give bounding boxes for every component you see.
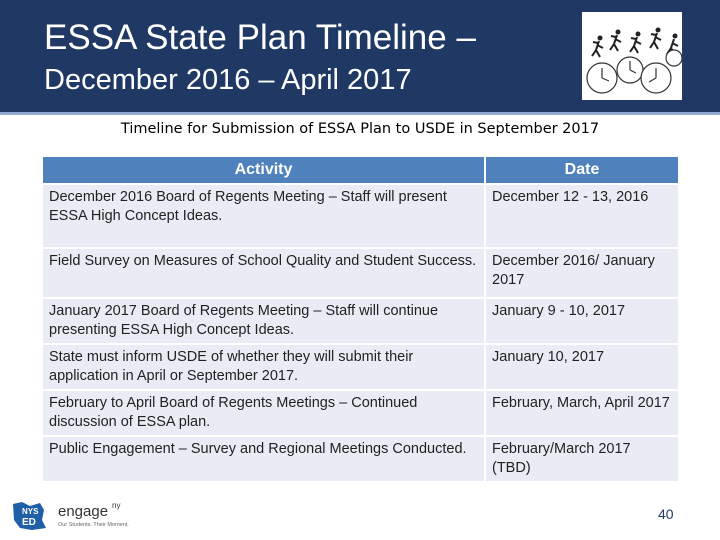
activity-cell: Public Engagement – Survey and Regional Meetings Conducted.: [43, 437, 484, 481]
date-cell: December 12 - 13, 2016: [486, 185, 678, 247]
table-row: [43, 345, 678, 389]
table-row: [43, 249, 678, 297]
date-cell: January 9 - 10, 2017: [486, 299, 678, 343]
table-row: [43, 437, 678, 481]
activity-cell: December 2016 Board of Regents Meeting – Staff will present ESSA High Concept Ideas.: [43, 185, 484, 247]
activity-cell: Field Survey on Measures of School Quality and Student Success.: [43, 249, 484, 297]
timeline-table: [41, 155, 680, 483]
table-row: [43, 299, 678, 343]
page-number: 40: [658, 506, 674, 522]
svg-text:ny: ny: [112, 501, 121, 510]
svg-text:Our Students. Their Moment.: Our Students. Their Moment.: [58, 522, 129, 528]
table-row: [43, 391, 678, 435]
date-cell: February, March, April 2017: [486, 391, 678, 435]
table-caption: Timeline for Submission of ESSA Plan to USDE in September 2017: [120, 121, 600, 137]
slide-title-line1: ESSA State Plan Timeline –: [44, 18, 476, 57]
running-clocks-clipart: [582, 12, 682, 100]
column-header-date: Date: [486, 157, 678, 183]
table-header-row: [43, 157, 678, 183]
svg-text:engage: engage: [58, 503, 109, 520]
date-cell: December 2016/ January 2017: [486, 249, 678, 297]
activity-cell: State must inform USDE of whether they will submit their application in April or September 2017.: [43, 345, 484, 389]
date-cell: January 10, 2017: [486, 345, 678, 389]
activity-cell: January 2017 Board of Regents Meeting – Staff will continue presenting ESSA High Concept Ideas.: [43, 299, 484, 343]
slide-title-line2: December 2016 – April 2017: [44, 64, 412, 96]
activity-cell: February to April Board of Regents Meetings – Continued discussion of ESSA plan.: [43, 391, 484, 435]
header-divider: [0, 112, 720, 115]
column-header-activity: Activity: [43, 157, 484, 183]
table-row: [43, 185, 678, 247]
date-cell: February/March 2017 (TBD): [486, 437, 678, 481]
svg-text:NYS: NYS: [22, 507, 39, 516]
svg-text:ED: ED: [22, 517, 36, 528]
engage-ny-logo: [10, 498, 140, 532]
